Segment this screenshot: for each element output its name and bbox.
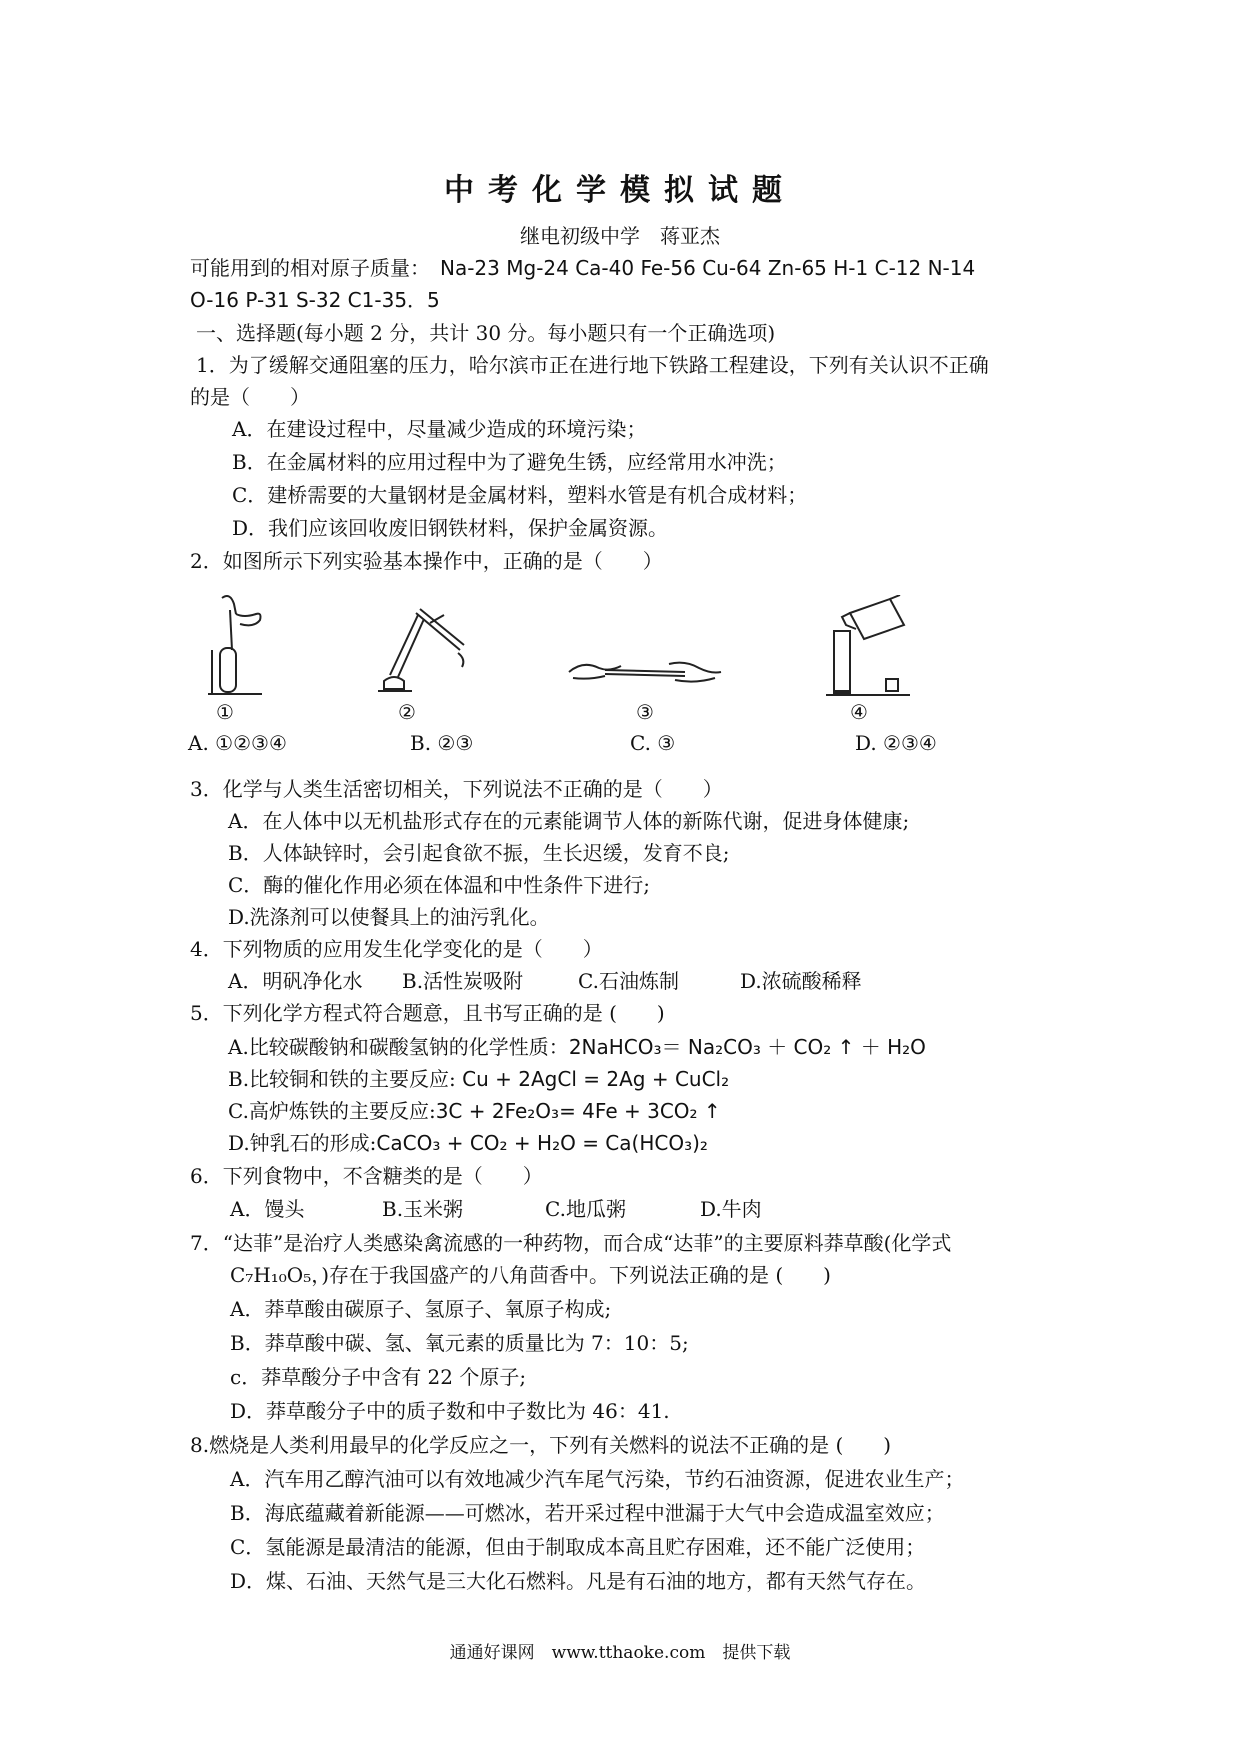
q6-option-a: A．馒头 <box>230 1197 305 1221</box>
lab-figure-3-hands <box>565 650 725 690</box>
fig-label-1: ① <box>216 700 234 724</box>
q5-option-c-text: C.高炉炼铁的主要反应: <box>228 1099 436 1123</box>
q3-option-c: C．酶的催化作用必须在体温和中性条件下进行; <box>228 873 651 897</box>
lab-figure-1-dropper <box>200 590 270 700</box>
q1-option-a: A．在建设过程中，尽量减少造成的环境污染； <box>232 417 647 441</box>
q5-option-d-text: D.钟乳石的形成: <box>228 1131 377 1155</box>
q5-option-d-equation: CaCO₃ + CO₂ + H₂O = Ca(HCO₃)₂ <box>376 1131 708 1155</box>
q6-option-b: B.玉米粥 <box>382 1197 464 1221</box>
q2-stem: 2．如图所示下列实验基本操作中，正确的是（ ） <box>190 549 663 573</box>
q4-option-b: B.活性炭吸附 <box>402 969 524 993</box>
q3-option-a: A．在人体中以无机盐形式存在的元素能调节人体的新陈代谢，促进身体健康; <box>228 809 910 833</box>
q8-stem: 8.燃烧是人类利用最早的化学反应之一，下列有关燃料的说法不正确的是 ( ) <box>190 1433 892 1457</box>
lab-figure-2-heating <box>370 595 480 700</box>
q1-option-c: C．建桥需要的大量钢材是金属材料，塑料水管是有机合成材料； <box>232 483 808 507</box>
q3-option-b: B．人体缺锌时，会引起食欲不振，生长迟缓，发育不良; <box>228 841 730 865</box>
q5-option-c-equation: 3C + 2Fe₂O₃= 4Fe + 3CO₂ ↑ <box>435 1099 721 1123</box>
q5-option-c <box>228 1098 721 1124</box>
q7-option-a: A．莽草酸由碳原子、氢原子、氧原子构成; <box>230 1297 612 1321</box>
q6-option-c: C.地瓜粥 <box>545 1197 626 1221</box>
q1-option-b: B．在金属材料的应用过程中为了避免生锈，应经常用水冲洗； <box>232 450 787 474</box>
q5-option-a <box>228 1034 926 1060</box>
q3-option-d: D.洗涤剂可以使餐具上的油污乳化。 <box>228 905 550 929</box>
q4-option-c: C.石油炼制 <box>578 969 679 993</box>
q8-option-d: D．煤、石油、天然气是三大化石燃料。凡是有石油的地方，都有天然气存在。 <box>230 1569 927 1593</box>
fig-label-3: ③ <box>636 700 654 724</box>
section-heading: 一、选择题(每小题 2 分，共计 30 分。每小题只有一个正确选项) <box>196 321 776 345</box>
q6-stem: 6．下列食物中，不含糖类的是（ ） <box>190 1164 543 1188</box>
q1-stem: 1．为了缓解交通阻塞的压力，哈尔滨市正在进行地下铁路工程建设，下列有关认识不正确 <box>196 353 989 377</box>
atomic-mass-line-2: O-16 P-31 S-32 C1-35．5 <box>190 288 440 312</box>
q5-option-b-text: B.比较铜和铁的主要反应: <box>228 1067 463 1091</box>
footer-credit: 通通好课网 www.tthaoke.com 提供下载 <box>449 1643 791 1663</box>
q8-option-a: A．汽车用乙醇汽油可以有效地减少汽车尾气污染，节约石油资源，促进农业生产； <box>230 1467 965 1491</box>
q4-option-d: D.浓硫酸稀释 <box>740 969 862 993</box>
author-line: 继电初级中学 蒋亚杰 <box>520 224 720 248</box>
fig-label-2: ② <box>398 700 416 724</box>
q7-option-d: D．莽草酸分子中的质子数和中子数比为 46：41. <box>230 1399 670 1423</box>
q4-option-a: A．明矾净化水 <box>228 969 363 993</box>
q7-option-c: c．莽草酸分子中含有 22 个原子; <box>230 1365 527 1389</box>
q8-option-b: B．海底蕴藏着新能源——可燃冰，若开采过程中泄漏于大气中会造成温室效应； <box>230 1501 945 1525</box>
q2-option-a: A. ①②③④ <box>188 731 287 755</box>
q5-option-a-text: A.比较碳酸钠和碳酸氢钠的化学性质： <box>228 1035 569 1059</box>
q8-option-c: C．氢能源是最清洁的能源，但由于制取成本高且贮存困难，还不能广泛使用； <box>230 1535 926 1559</box>
q1-option-d: D．我们应该回收废旧钢铁材料，保护金属资源。 <box>232 516 669 540</box>
q7-stem: 7．“达菲”是治疗人类感染禽流感的一种药物，而合成“达菲”的主要原料莽草酸(化学式 <box>190 1231 952 1255</box>
q3-stem: 3．化学与人类生活密切相关，下列说法不正确的是（ ） <box>190 777 723 801</box>
q6-option-d: D.牛肉 <box>700 1197 762 1221</box>
lab-figure-4-pouring <box>820 595 920 700</box>
q5-option-b-equation: Cu + 2AgCl = 2Ag + CuCl₂ <box>462 1067 730 1091</box>
q5-option-d <box>228 1130 708 1156</box>
q7-stem-cont: C₇H₁₀O₅，)存在于我国盛产的八角茴香中。下列说法正确的是 ( ) <box>230 1263 831 1287</box>
q7-option-b: B．莽草酸中碳、氢、氧元素的质量比为 7：10：5; <box>230 1331 689 1355</box>
page-title: 中考化学模拟试题 <box>444 173 796 208</box>
q4-stem: 4．下列物质的应用发生化学变化的是（ ） <box>190 937 603 961</box>
q5-stem: 5．下列化学方程式符合题意，且书写正确的是 ( ) <box>190 1001 665 1025</box>
q2-option-c: C. ③ <box>630 731 676 755</box>
q5-option-b <box>228 1066 729 1092</box>
atomic-mass-line-1: 可能用到的相对原子质量： Na-23 Mg-24 Ca-40 Fe-56 Cu-64 Zn-65 H-1 C-12 N-14 <box>190 256 976 280</box>
fig-label-4: ④ <box>850 700 868 724</box>
q2-option-b: B. ②③ <box>410 731 474 755</box>
q2-option-d: D. ②③④ <box>855 731 937 755</box>
q1-stem-cont: 的是（ ） <box>190 385 310 409</box>
q5-option-a-equation: 2NaHCO₃＝ Na₂CO₃ ＋ CO₂ ↑ ＋ H₂O <box>568 1035 926 1059</box>
